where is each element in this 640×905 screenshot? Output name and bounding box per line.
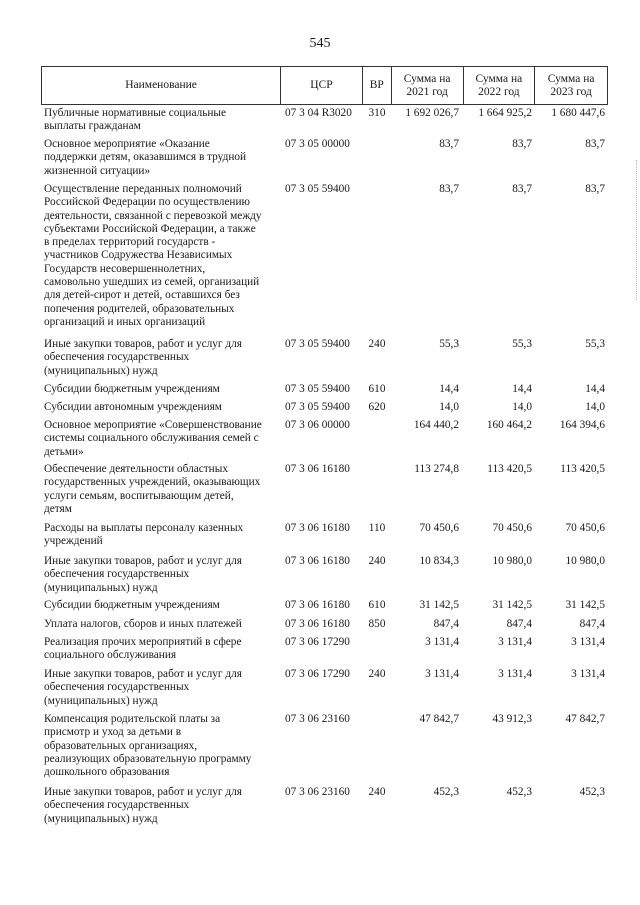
row-sum-2021: 55,3 bbox=[439, 338, 459, 350]
row-vr: 310 bbox=[368, 107, 386, 119]
row-sum-2021: 1 692 026,7 bbox=[405, 107, 459, 119]
row-vr: 610 bbox=[368, 383, 386, 395]
row-sum-2023: 14,0 bbox=[585, 401, 605, 413]
row-sum-2023: 164 394,6 bbox=[559, 419, 605, 431]
row-vr: 110 bbox=[368, 522, 386, 534]
row-name: Расходы на выплаты персоналу казенных учреждений bbox=[44, 522, 244, 548]
header-name: Наименование bbox=[42, 67, 281, 104]
row-sum-2022: 31 142,5 bbox=[492, 599, 532, 611]
scan-margin-artifact bbox=[636, 160, 638, 300]
row-csr: 07 3 05 59400 bbox=[285, 383, 350, 395]
row-csr: 07 3 06 00000 bbox=[285, 419, 350, 431]
row-csr: 07 3 05 59400 bbox=[285, 338, 350, 350]
row-sum-2021: 3 131,4 bbox=[425, 668, 459, 680]
row-sum-2022: 10 980,0 bbox=[492, 555, 532, 567]
row-vr: 620 bbox=[368, 401, 386, 413]
row-vr: 240 bbox=[368, 786, 386, 798]
row-sum-2021: 847,4 bbox=[433, 618, 459, 630]
row-name: Иные закупки товаров, работ и услуг для обеспечения государственных (муниципальных) нужд bbox=[44, 338, 242, 377]
row-csr: 07 3 05 59400 bbox=[285, 401, 350, 413]
row-csr: 07 3 05 59400 bbox=[285, 183, 350, 195]
header-vr: ВР bbox=[363, 67, 392, 104]
row-sum-2023: 452,3 bbox=[579, 786, 605, 798]
header-sum-2023: Сумма на 2023 год bbox=[547, 72, 595, 98]
row-sum-2023: 47 842,7 bbox=[565, 713, 605, 725]
row-sum-2022: 3 131,4 bbox=[498, 668, 532, 680]
row-sum-2021: 14,0 bbox=[439, 401, 459, 413]
row-sum-2021: 164 440,2 bbox=[413, 419, 459, 431]
row-sum-2021: 113 274,8 bbox=[414, 463, 459, 475]
row-sum-2021: 452,3 bbox=[433, 786, 459, 798]
row-name: Субсидии бюджетным учреждениям bbox=[44, 383, 220, 395]
row-sum-2023: 31 142,5 bbox=[565, 599, 605, 611]
row-name: Иные закупки товаров, работ и услуг для обеспечения государственных (муниципальных) нужд bbox=[44, 668, 242, 707]
row-name: Уплата налогов, сборов и иных платежей bbox=[44, 618, 242, 630]
row-sum-2022: 3 131,4 bbox=[498, 636, 532, 648]
row-csr: 07 3 06 23160 bbox=[285, 786, 350, 798]
row-name: Иные закупки товаров, работ и услуг для обеспечения государственных (муниципальных) нужд bbox=[44, 555, 242, 594]
row-sum-2022: 452,3 bbox=[506, 786, 532, 798]
row-csr: 07 3 06 16180 bbox=[285, 555, 350, 567]
row-name: Основное мероприятие «Оказание поддержки детям, оказавшимся в трудной жизненной ситуации» bbox=[44, 138, 247, 177]
header-sum-2022: Сумма на 2022 год bbox=[464, 67, 536, 104]
row-sum-2021: 70 450,6 bbox=[419, 522, 459, 534]
row-sum-2021: 3 131,4 bbox=[425, 636, 459, 648]
row-sum-2023: 3 131,4 bbox=[571, 636, 605, 648]
row-vr: 240 bbox=[368, 668, 386, 680]
row-name: Обеспечение деятельности областных государственных учреждений, оказывающих услуги семьям, воспитывающим детей, детям bbox=[44, 463, 261, 515]
row-vr: 240 bbox=[368, 555, 386, 567]
row-vr: 850 bbox=[368, 618, 386, 630]
row-name: Субсидии бюджетным учреждениям bbox=[44, 599, 220, 611]
row-csr: 07 3 04 R3020 bbox=[285, 107, 352, 119]
row-sum-2022: 83,7 bbox=[512, 138, 532, 150]
row-name: Компенсация родительской платы за присмотр и уход за детьми в образовательных организациях, реализующих образовательную программу дошкольного образования bbox=[44, 713, 252, 779]
row-sum-2023: 70 450,6 bbox=[565, 522, 605, 534]
page-number: 545 bbox=[309, 36, 331, 51]
row-sum-2023: 847,4 bbox=[579, 618, 605, 630]
row-sum-2022: 847,4 bbox=[506, 618, 532, 630]
row-csr: 07 3 06 17290 bbox=[285, 636, 350, 648]
row-sum-2021: 10 834,3 bbox=[419, 555, 459, 567]
row-sum-2022: 83,7 bbox=[512, 183, 532, 195]
row-sum-2023: 83,7 bbox=[585, 138, 605, 150]
row-sum-2022: 113 420,5 bbox=[487, 463, 532, 475]
row-csr: 07 3 06 16180 bbox=[285, 618, 350, 630]
row-csr: 07 3 06 23160 bbox=[285, 713, 350, 725]
row-sum-2022: 55,3 bbox=[512, 338, 532, 350]
row-sum-2021: 47 842,7 bbox=[419, 713, 459, 725]
row-csr: 07 3 05 00000 bbox=[285, 138, 350, 150]
row-sum-2023: 10 980,0 bbox=[565, 555, 605, 567]
row-vr: 240 bbox=[368, 338, 386, 350]
row-name: Субсидии автономным учреждениям bbox=[44, 401, 222, 413]
header-csr: ЦСР bbox=[281, 67, 363, 104]
row-csr: 07 3 06 16180 bbox=[285, 599, 350, 611]
row-name: Публичные нормативные социальные выплаты гражданам bbox=[44, 107, 227, 133]
row-name: Основное мероприятие «Совершенствование системы социального обслуживания семей с детьми» bbox=[44, 419, 262, 458]
row-name: Иные закупки товаров, работ и услуг для обеспечения государственных (муниципальных) нужд bbox=[44, 786, 242, 825]
row-sum-2023: 14,4 bbox=[585, 383, 605, 395]
row-csr: 07 3 06 16180 bbox=[285, 522, 350, 534]
row-sum-2022: 43 912,3 bbox=[492, 713, 532, 725]
row-csr: 07 3 06 17290 bbox=[285, 668, 350, 680]
row-sum-2023: 55,3 bbox=[585, 338, 605, 350]
row-sum-2022: 14,4 bbox=[512, 383, 532, 395]
row-sum-2022: 160 464,2 bbox=[486, 419, 532, 431]
row-sum-2023: 83,7 bbox=[585, 183, 605, 195]
row-sum-2021: 14,4 bbox=[439, 383, 459, 395]
row-sum-2023: 1 680 447,6 bbox=[551, 107, 605, 119]
row-sum-2021: 83,7 bbox=[439, 138, 459, 150]
row-sum-2023: 3 131,4 bbox=[571, 668, 605, 680]
header-sum-2021: Сумма на 2021 год bbox=[392, 67, 464, 104]
row-sum-2022: 70 450,6 bbox=[492, 522, 532, 534]
row-name: Осуществление переданных полномочий Российской Федерации по осуществлению деятельности, связанной с перевозкой между субъектами Российской Федерации, а также в пределах территорий государств - участников Содружества Независимых Государств несовершеннолетних, самовольно ушедших из семей, организаций для детей-сирот и детей, оставшихся без попечения родителей, образовательных организаций и иных организаций bbox=[44, 183, 262, 328]
row-sum-2021: 83,7 bbox=[439, 183, 459, 195]
row-vr: 610 bbox=[368, 599, 386, 611]
row-sum-2021: 31 142,5 bbox=[419, 599, 459, 611]
row-name: Реализация прочих мероприятий в сфере социального обслуживания bbox=[44, 636, 242, 662]
row-csr: 07 3 06 16180 bbox=[285, 463, 350, 475]
row-sum-2022: 1 664 925,2 bbox=[478, 107, 532, 119]
row-sum-2022: 14,0 bbox=[512, 401, 532, 413]
row-sum-2023: 113 420,5 bbox=[560, 463, 605, 475]
